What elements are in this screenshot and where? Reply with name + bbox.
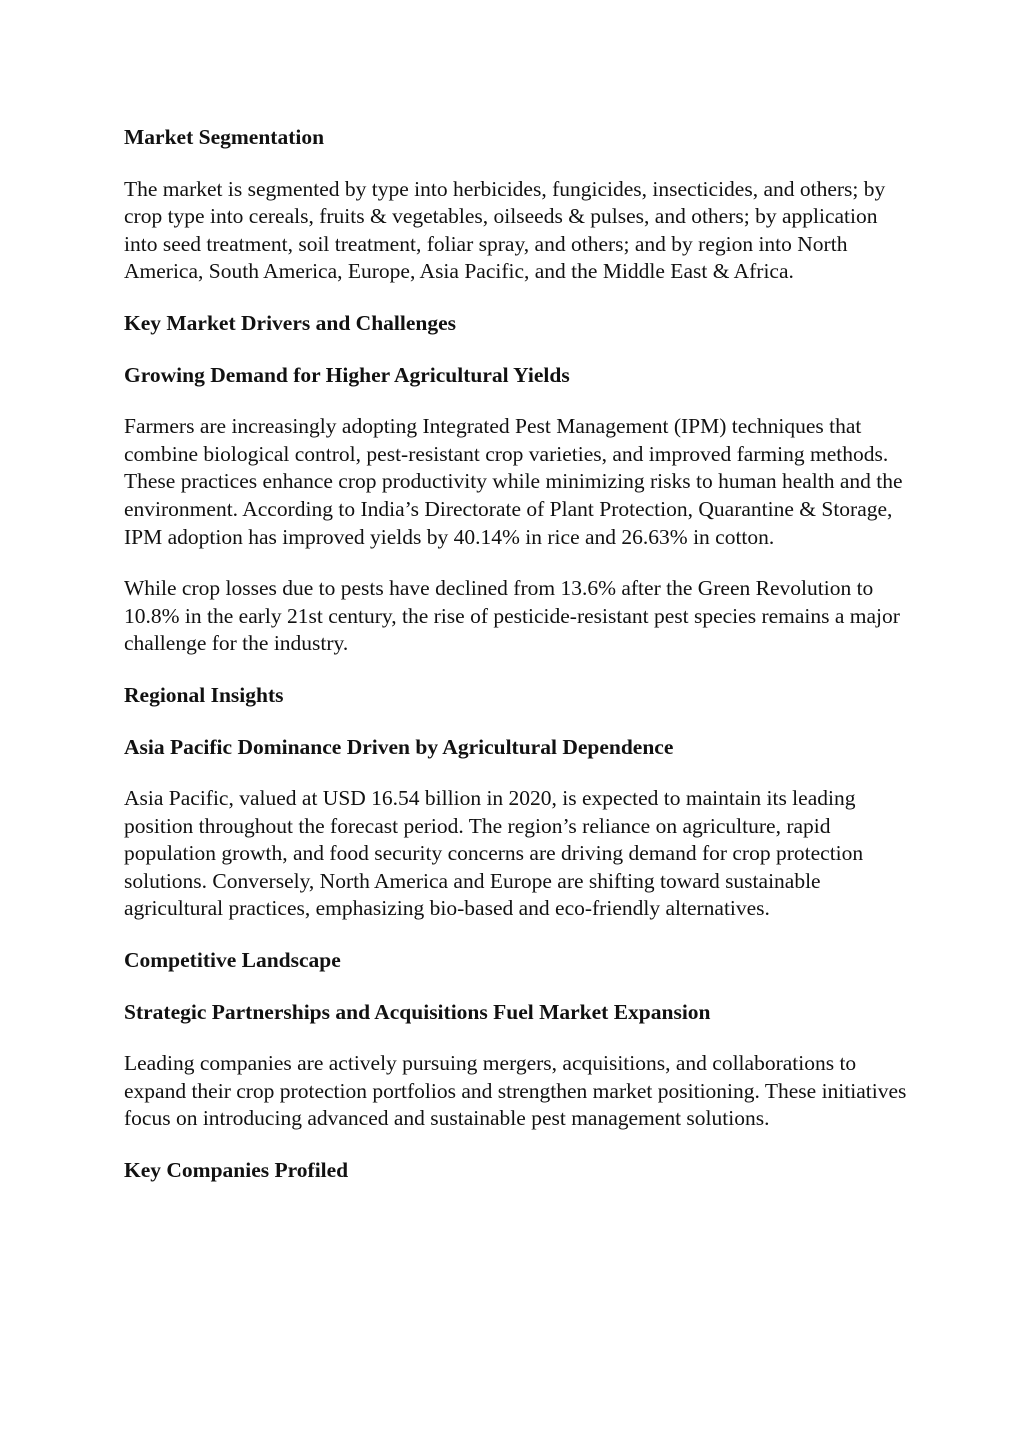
- paragraph-ipm-adoption: Farmers are increasingly adopting Integrated Pest Management (IPM) techniques that combine biological control, pest-resistant crop varieties, and improved farming methods. These practices enhance crop productivity while minimizing risks to human health and the environment. According to India’s Directorate of Plant Protection, Quarantine & Storage, IPM adoption has improved yields by 40.14% in rice and 26.63% in cotton.: [124, 414, 903, 549]
- subheading-agricultural-yields: Growing Demand for Higher Agricultural Yields: [124, 362, 570, 387]
- subheading-partnerships: Strategic Partnerships and Acquisitions Fuel Market Expansion: [124, 999, 711, 1024]
- heading-regional-insights: Regional Insights: [124, 682, 284, 707]
- document-body: [124, 124, 914, 1209]
- heading-market-segmentation: Market Segmentation: [124, 125, 325, 149]
- heading-key-companies: Key Companies Profiled: [124, 1158, 349, 1183]
- paragraph-asia-pacific: Asia Pacific, valued at USD 16.54 billion in 2020, is expected to maintain its leading position throughout the forecast period. The region’s reliance on agriculture, rapid population growth, and food security concerns are driving demand for crop protection solutions. Conversely, North America and Europe are shifting toward sustainable agricultural practices, emphasizing bio-based and eco-friendly alternatives.: [124, 786, 864, 921]
- heading-competitive-landscape: Competitive Landscape: [124, 948, 341, 973]
- paragraph-market-segmentation: The market is segmented by type into herbicides, fungicides, insecticides, and others; by crop type into cereals, fruits & vegetables, oilseeds & pulses, and others; by application into seed treatment, soil treatment, foliar spray, and others; and by region into North America, South America, Europe, Asia Pacific, and the Middle East & Africa.: [124, 176, 886, 284]
- paragraph-partnerships: Leading companies are actively pursuing mergers, acquisitions, and collaborations to expand their crop protection portfolios and strengthen market positioning. These initiatives focus on introducing advanced and sustainable pest management solutions.: [124, 1051, 907, 1131]
- heading-key-market-drivers: Key Market Drivers and Challenges: [124, 310, 457, 335]
- paragraph-crop-losses: While crop losses due to pests have declined from 13.6% after the Green Revolution to 10.8% in the early 21st century, the rise of pesticide-resistant pest species remains a major challenge for the industry.: [124, 576, 900, 656]
- subheading-asia-pacific: Asia Pacific Dominance Driven by Agricultural Dependence: [124, 734, 674, 759]
